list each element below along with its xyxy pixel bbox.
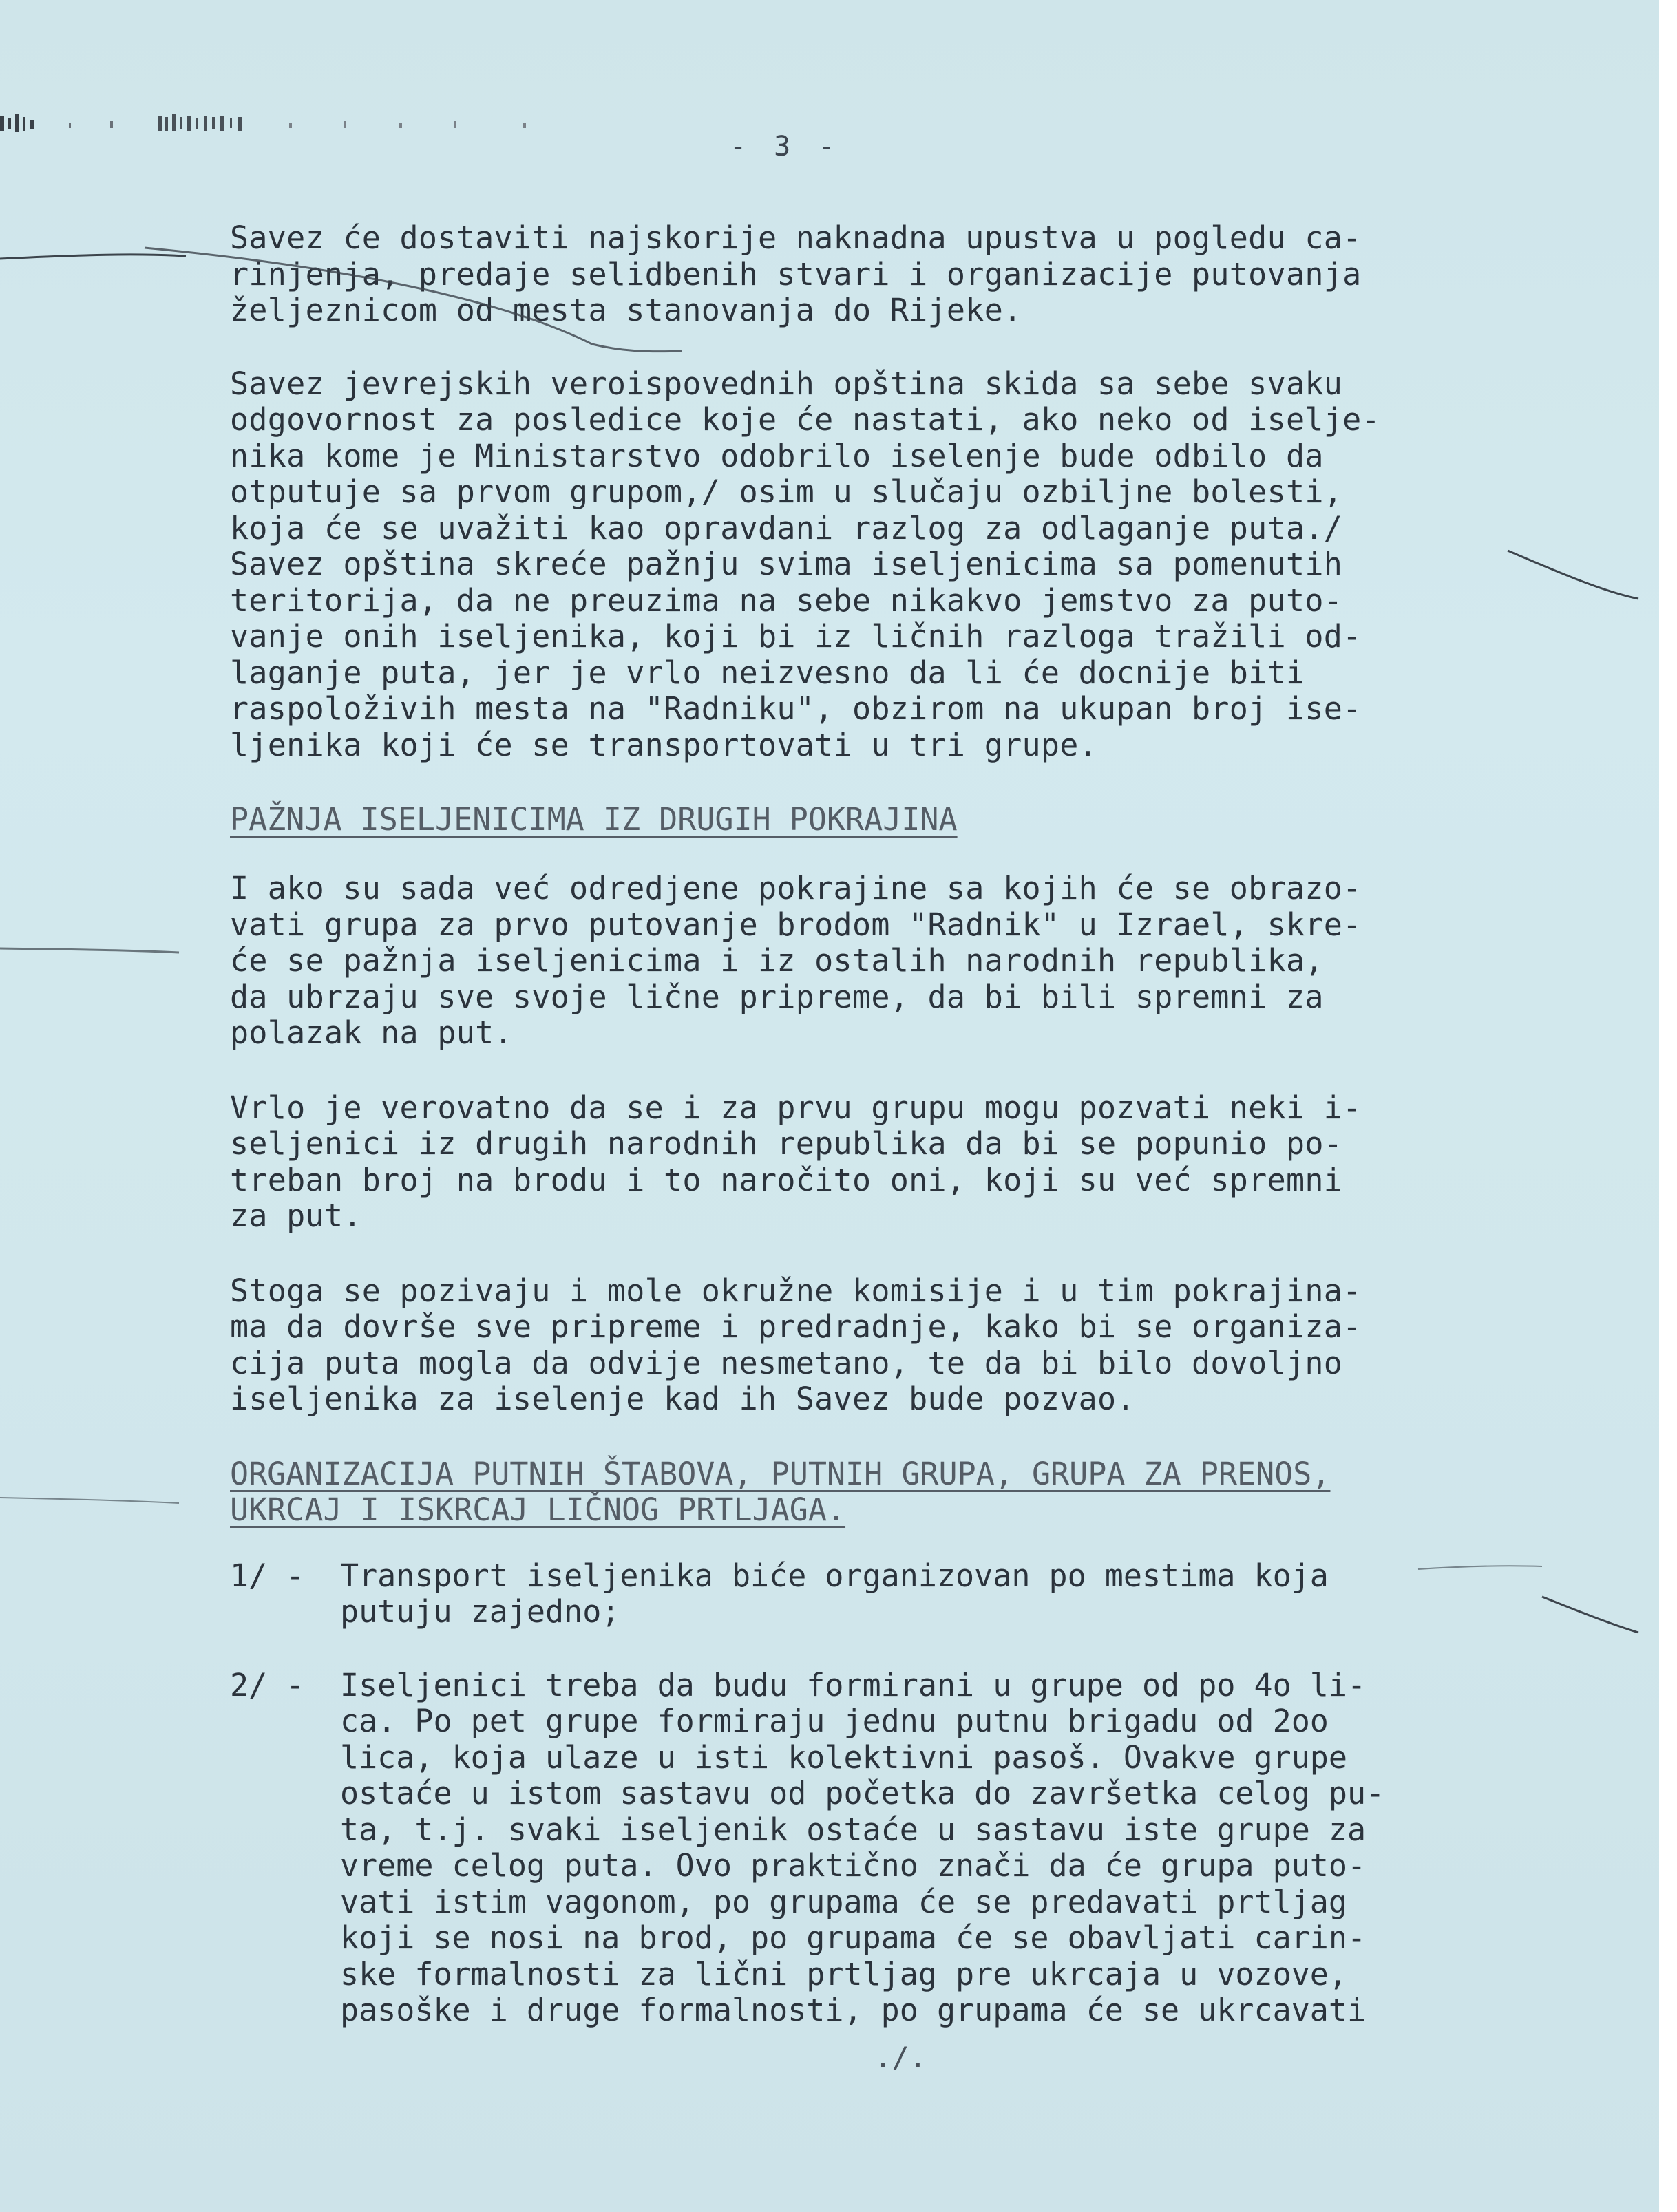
page-continuation-mark: ./. [874, 2041, 927, 2074]
list-item-text: Iseljenici treba da budu formirani u grupe od po 4o li- ca. Po pet grupe formiraju jednu putnu brigadu od 2oo lica, koja ulaze u isti kolektivni pasoš. Ovakve grupe ostaće u istom sastavu od početka do završetka celog pu- ta, t.j. svaki iseljenik ostaće u sastavu iste grupe za vreme celog puta. Ovo praktično znači da će grupa puto- vati istim vagonom, po grupama će se predavati prtljag koji se nosi na brod, po grupama će se obavljati carin- ske formalnosti za lični prtljag pre ukrcaja u vozove, pasoške i druge formalnosti, po grupama će se ukrcavati [340, 1666, 1385, 2028]
document-body [230, 220, 1510, 2066]
paragraph-other-provinces: I ako su sada već odredjene pokrajine sa kojih će se obrazo- vati grupa za prvo putovanje brodom "Radnik" u Izrael, skre- će se pažnja iseljenicima i iz ostalih narodnih republika, da ubrzaju sve svoje lične pripreme, da bi bili spremni za polazak na put. [230, 870, 1362, 1051]
list-item-number: 2/ - [230, 1666, 305, 1703]
paragraph-customs: Savez će dostaviti najskorije naknadna upustva u pogledu ca- rinjenja, predaje selidbenih stvari i organizacije putovanja željeznicom od mesta stanovanja do Rijeke. [230, 220, 1362, 328]
heading-other-provinces: PAŽNJA ISELJENICIMA IZ DRUGIH POKRAJINA [230, 801, 958, 838]
list-item-number: 1/ - [230, 1557, 305, 1594]
list-item [230, 1668, 1510, 2029]
scan-noise-strip [0, 102, 592, 139]
paragraph-first-group: Vrlo je verovatno da se i za prvu grupu mogu pozvati neki i- seljenici iz drugih narodnih republika da bi se popunio po- treban broj na brodu i to naročito oni, koji su već spremni za put. [230, 1089, 1362, 1234]
list-item [230, 1558, 1510, 1630]
page-header-mark: - 3 - [730, 131, 841, 162]
paragraph-responsibility: Savez jevrejskih veroispovednih opština skida sa sebe svaku odgovornost za posledice koje će nastati, ako neko od iselje- nika kome je Ministarstvo odobrilo iselenje bude odbilo da otputuje sa prvom grupom,/ osim u slučaju ozbiljne bolesti, koja će se uvažiti kao opravdani razlog za odlaganje puta./ Savez opština skreće pažnju svima iseljenicima sa pomenutih teritorija, da ne preuzima na sebe nikakvo jemstvo za puto- vanje onih iseljenika, koji bi iz ličnih razloga tražili od- laganje puta, jer je vrlo neizvesno da li će docnije biti raspoloživih mesta na "Radniku", obzirom na ukupan broj ise- ljenika koji će se transportovati u tri grupe. [230, 365, 1380, 763]
numbered-list [230, 1558, 1510, 2029]
scan-margin [1659, 0, 1677, 2212]
heading-organization: ORGANIZACIJA PUTNIH ŠTABOVA, PUTNIH GRUPA, GRUPA ZA PRENOS, UKRCAJ I ISKRCAJ LIČNOG PRTLJAGA. [230, 1455, 1331, 1528]
list-item-text: Transport iseljenika biće organizovan po mestima koja putuju zajedno; [340, 1557, 1329, 1630]
paragraph-commissions: Stoga se pozivaju i mole okružne komisije i u tim pokrajina- ma da dovrše sve pripreme i predradnje, kako bi se organiza- cija puta mogla da odvije nesmetano, te da bi bilo dovoljno iseljenika za iselenje kad ih Savez bude pozvao. [230, 1272, 1362, 1417]
